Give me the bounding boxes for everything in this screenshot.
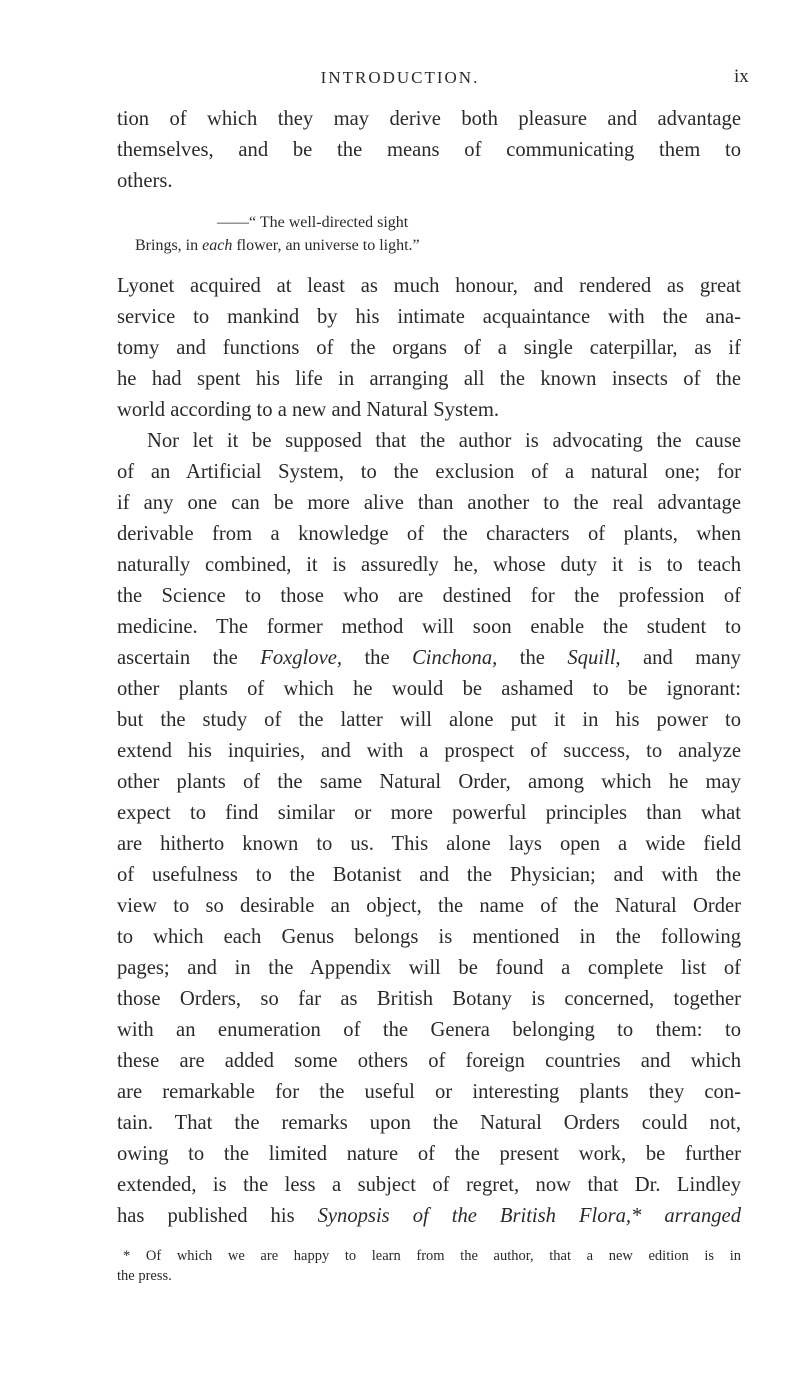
- text-line: others.: [117, 170, 173, 192]
- text-line: he had spent his life in arranging all the known insects of the: [117, 368, 741, 390]
- text-line: other plants of the same Natural Order, among which he may: [117, 771, 741, 793]
- text-line: Nor let it be supposed that the author is advocating the cause: [147, 430, 741, 452]
- text-line: the Science to those who are destined for the profession of: [117, 585, 741, 607]
- text-line: naturally combined, it is assuredly he, whose duty it is to teach: [117, 554, 741, 576]
- verse-quotation: [117, 211, 741, 257]
- text-line: are hitherto known to us. This alone lays open a wide field: [117, 833, 741, 855]
- text-line: extend his inquiries, and with a prospect of success, to analyze: [117, 740, 741, 762]
- verse-line: Brings, in each flower, an universe to light.”: [135, 237, 420, 254]
- text-line: tion of which they may derive both pleasure and advantage: [117, 108, 741, 130]
- text-line: other plants of which he would be ashamed to be ignorant:: [117, 678, 741, 700]
- text-line: these are added some others of foreign countries and which: [117, 1050, 741, 1072]
- paragraph-lyonet: [117, 271, 741, 426]
- text-line: medicine. The former method will soon enable the student to: [117, 616, 741, 638]
- page-number: ix: [734, 66, 749, 87]
- running-head: INTRODUCTION.: [320, 68, 480, 87]
- text-line: tomy and functions of the organs of a single caterpillar, as if: [117, 337, 741, 359]
- text-line: of an Artificial System, to the exclusion of a natural one; for: [117, 461, 741, 483]
- text-line: view to so desirable an object, the name of the Natural Order: [117, 895, 741, 917]
- verse-line: ——“ The well-directed sight: [217, 214, 409, 231]
- text-line: Lyonet acquired at least as much honour, and rendered as great: [117, 275, 741, 297]
- paragraph-artificial-system: [117, 426, 741, 1232]
- text-line: but the study of the latter will alone put it in his power to: [117, 709, 741, 731]
- text-line: world according to a new and Natural System.: [117, 399, 500, 421]
- footnote: [117, 1246, 741, 1286]
- text-line: pages; and in the Appendix will be found a complete list of: [117, 957, 741, 979]
- text-line: themselves, and be the means of communicating them to: [117, 139, 741, 161]
- text-line: if any one can be more alive than another to the real advantage: [117, 492, 741, 514]
- text-line: those Orders, so far as British Botany is concerned, together: [117, 988, 741, 1010]
- text-line: service to mankind by his intimate acquaintance with the ana-: [117, 306, 741, 328]
- text-line: are remarkable for the useful or interesting plants they con-: [117, 1081, 741, 1103]
- text-line: to which each Genus belongs is mentioned in the following: [117, 926, 741, 948]
- text-line: ascertain the Foxglove, the Cinchona, the Squill, and many: [117, 647, 741, 669]
- text-line: of usefulness to the Botanist and the Physician; and with the: [117, 864, 741, 886]
- text-line: tain. That the remarks upon the Natural Orders could not,: [117, 1112, 741, 1134]
- footnote-line: the press.: [117, 1268, 172, 1284]
- footnote-line: * Of which we are happy to learn from the author, that a new edition is in: [123, 1248, 741, 1264]
- text-line: expect to find similar or more powerful principles than what: [117, 802, 741, 824]
- text-line: derivable from a knowledge of the characters of plants, when: [117, 523, 741, 545]
- text-line: has published his Synopsis of the British Flora,* arranged: [117, 1205, 741, 1227]
- text-line: owing to the limited nature of the present work, be further: [117, 1143, 741, 1165]
- paragraph-continuation: [117, 104, 741, 197]
- text-line: extended, is the less a subject of regret, now that Dr. Lindley: [117, 1174, 741, 1196]
- text-line: with an enumeration of the Genera belonging to them: to: [117, 1019, 741, 1041]
- page-body: [117, 104, 741, 1286]
